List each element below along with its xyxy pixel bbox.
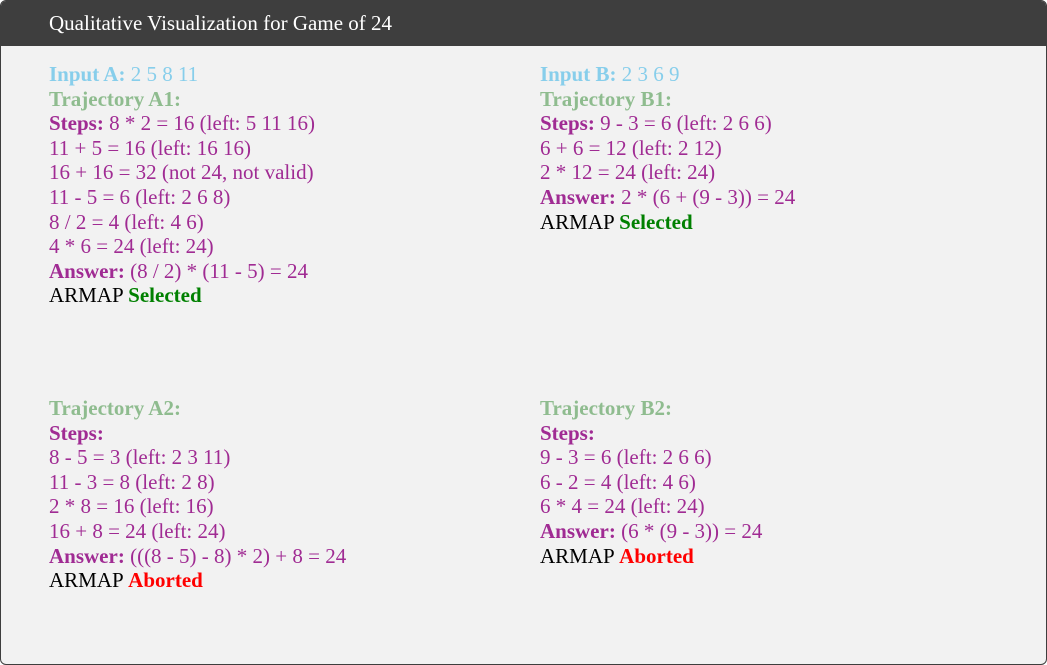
input-b-value: 2 3 6 9 [621,62,680,86]
step-line: 11 - 3 = 8 (left: 2 8) [49,469,215,494]
answer-label: Answer: [49,543,125,568]
step-line: 9 - 3 = 6 (left: 2 6 6) [600,111,772,136]
input-b-label: Input B: [540,62,617,86]
steps-label: Steps: [540,420,595,445]
step-line: 6 - 2 = 4 (left: 4 6) [540,469,696,494]
step-line: 2 * 8 = 16 (left: 16) [49,494,214,519]
trajectory-a1-status-line [49,283,315,308]
step-line: 16 + 16 = 32 (not 24, not valid) [49,160,314,185]
trajectory-a1-answer-line [49,259,315,284]
trajectory-a1-title: Trajectory A1: [49,86,181,111]
armap-label: ARMAP [49,568,123,593]
answer-value: 2 * (6 + (9 - 3)) = 24 [621,184,796,209]
step-line: 8 / 2 = 4 (left: 4 6) [49,209,204,234]
step-line: 6 * 4 = 24 (left: 24) [540,494,705,519]
trajectory-b2-status-line [540,544,762,569]
armap-label: ARMAP [540,543,614,568]
step-line: 4 * 6 = 24 (left: 24) [49,234,214,259]
answer-label: Answer: [540,518,616,543]
step-line: 11 + 5 = 16 (left: 16 16) [49,135,251,160]
trajectory-a2-title: Trajectory A2: [49,396,181,420]
steps-label: Steps: [540,111,595,136]
trajectory-a2-block [49,396,346,593]
status-badge: Aborted [128,568,203,593]
input-b-line [540,62,795,87]
trajectory-b1-first-step-line [540,111,795,136]
trajectory-b2-answer-line [540,519,762,544]
step-line: 8 * 2 = 16 (left: 5 11 16) [109,111,315,136]
input-a-value: 2 5 8 11 [130,62,199,86]
answer-value: (6 * (9 - 3)) = 24 [621,518,763,543]
trajectory-a1-first-step-line [49,111,315,136]
armap-label: ARMAP [49,283,123,308]
trajectory-b1-title: Trajectory B1: [540,86,672,111]
armap-label: ARMAP [540,209,614,234]
answer-label: Answer: [540,184,616,209]
step-line: 8 - 5 = 3 (left: 2 3 11) [49,445,231,470]
status-badge: Selected [128,283,202,308]
answer-value: (8 / 2) * (11 - 5) = 24 [130,258,308,283]
trajectory-a1-block [49,62,315,308]
step-line: 11 - 5 = 6 (left: 2 6 8) [49,184,231,209]
trajectory-b1-block [540,62,795,234]
input-a-line [49,62,315,87]
trajectory-a2-answer-line [49,544,346,569]
trajectory-b2-title: Trajectory B2: [540,396,672,420]
panel-title: Qualitative Visualization for Game of 24 [1,1,1046,46]
trajectory-b1-status-line [540,210,795,235]
status-badge: Aborted [619,543,694,568]
trajectory-b2-block [540,396,762,568]
trajectory-b1-answer-line [540,185,795,210]
step-line: 16 + 8 = 24 (left: 24) [49,518,226,543]
step-line: 6 + 6 = 12 (left: 2 12) [540,135,722,160]
input-a-label: Input A: [49,62,126,86]
step-line: 2 * 12 = 24 (left: 24) [540,160,716,185]
answer-label: Answer: [49,258,125,283]
trajectory-a2-status-line [49,568,346,593]
answer-value: (((8 - 5) - 8) * 2) + 8 = 24 [130,543,347,568]
steps-label: Steps: [49,420,104,445]
status-badge: Selected [619,209,693,234]
step-line: 9 - 3 = 6 (left: 2 6 6) [540,445,712,470]
steps-label: Steps: [49,111,104,136]
